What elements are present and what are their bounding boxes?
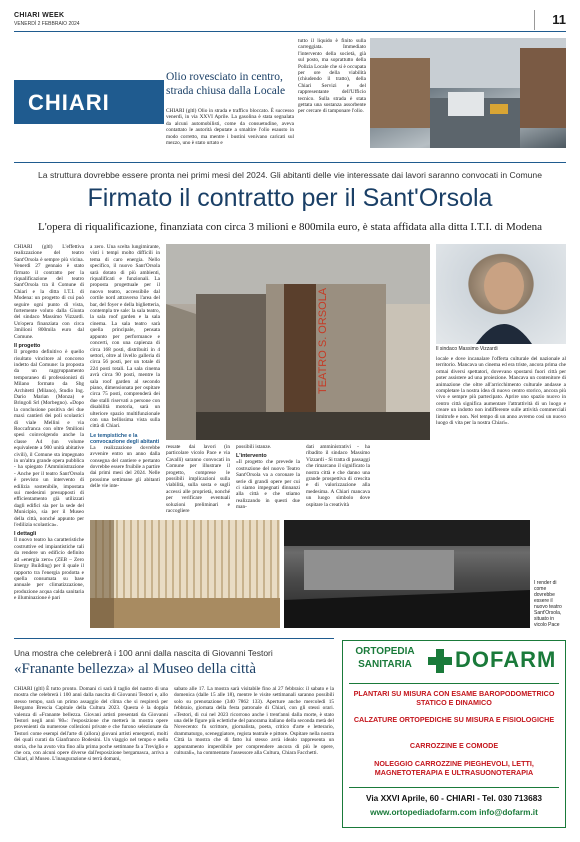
section-tag: CHIARI [14, 80, 164, 124]
street-photo [370, 38, 566, 148]
bottom-col2: sabato alle 17. La mostra sarà visitabile fino al 27 febbraio: il sabato e la domenica (dalle 15 alle 18), mentre le visite settimanali saranno possibili solo su prenotazione (340 7862 133). Aperture anche mercoledì 15 febbraio, giornata della festa patronale di Chiari, con gli stessi orari. «Testori, di cui nel 2023 ricorrono anche i trent'anni dalla morte, è stato una delle figure più eclettiche del panorama italiano della seconda metà del Novecento: fu scrittore, giornalista, poeta, critico d'arte e letterario, drammaturgo, sceneggiatore, regista teatrale e pittore. Ospitare nella nostra Città la mostra che di fatto lui stesso avrà idealo rappresenta un appuntamento imperdibile per comprendere ancora di più le opere, culturali», ha commentato l'assessore alla Cultura, Chiara Facchetti. [174, 686, 334, 757]
top-story-col1: CHIARI (gltl) Olio in strada e traffico bloccato. È successo venerdì, in via XXVI Aprile. La gasolina è stata segnalata da alcuni automobilisti, come da consuetudine, aveva contattato le autorità deputate a smaltire l'olio esausto in modo corretto, ma mentre i bustini venivano caricati sul mezzo, uno è stato urtato e [166, 108, 294, 147]
ad-address: Via XXVI Aprile, 60 - CHIARI - Tel. 030 713683 [365, 793, 542, 803]
paper-name: CHIARI WEEK [14, 12, 65, 19]
bottom-kicker: Una mostra che celebrerà i 100 anni dalla nascita di Giovanni Testori [14, 648, 273, 658]
ad-dofarm [342, 640, 566, 828]
mayor-portrait-graphic [436, 244, 566, 344]
main-title: Firmato il contratto per il Sant'Orsola [87, 184, 493, 212]
main-kicker: La struttura dovrebbe essere pronta nei primi mesi del 2024. Gli abitanti delle vie interessate dai lavori saranno convocati in Comune [38, 170, 542, 180]
top-story-headline: Olio rovesciato in centro, strada chiusa dalla Locale [166, 71, 286, 97]
render-interior-2-graphic [284, 520, 530, 628]
issue-date: VENERDÌ 2 FEBBRAIO 2024 [14, 21, 80, 27]
top-story-col2: tutto il liquido è finito sulla carreggiata. Immediato l'intervento della società, già sul posto, ma soprattutto della Polizia Locale che si è occupata per ore della viabilità (chiudendo il tratto), della Chiari Servizi e del rappresentante dell'Ufficio tecnico. Sulla strada è stata gettata una sostanza assorbente per cercare di tamponare l'olio. [298, 38, 366, 115]
ad-line1: PLANTARI SU MISURA CON ESAME BAROPODOMETRICO STATICO E DINAMICO [353, 689, 555, 707]
render-caption: I render di come dovrebbe essere il nuovo teatro Sant'Orsola, situato in vicolo Pace [534, 580, 562, 628]
divider-top [14, 162, 566, 163]
heading-intervento: L'intervento [236, 453, 267, 460]
ad-line4: NOLEGGIO CARROZZINE PIEGHEVOLI, LETTI, MAGNETOTERAPIA E ULTRASUONOTERAPIA [374, 759, 534, 777]
masthead-rule [534, 10, 535, 30]
street-photo-graphic [370, 38, 566, 148]
ad-line3: CARROZZINE E COMODE [409, 741, 499, 750]
ad-bar-1 [349, 683, 559, 684]
heading-progetto: Il progetto [14, 343, 41, 350]
main-col4-a: possibili istanze. [236, 444, 272, 450]
render-building [166, 244, 430, 440]
ad-ortopedia [347, 645, 423, 671]
mayor-portrait [436, 244, 566, 344]
heading-dettagli: I dettagli [14, 531, 37, 538]
ad-bar-2 [349, 787, 559, 788]
main-col5: dati amministrativi - ha ribadito il sindaco Massimo Vizzardi - Si tratta di passaggi che rimarcano il significato la nostra città e che danno una grande prospettiva di crescita e di valorizzazione alla medesima. A Chiari mancava un luogo simbolo dove ospitare la creatività [306, 444, 370, 508]
ad-web: www.ortopediadofarm.com info@dofarm.it [370, 807, 538, 817]
main-col3: ressate dai lavori (in particolare vicolo Pace e via Cavalli) saranno convocati in Comune per illustrare il progetto, comprese le possibili implicazioni sulla viabilità, sulla sosta e sugli accessi alle proprietà, nonché per verificare eventuali soluzioni preliminari e raccogliere [166, 444, 230, 515]
ad-left-line2: SANITARIA [358, 659, 412, 670]
render-interior-1 [90, 520, 280, 628]
portrait-caption: Il sindaco Massimo Vizzardi [436, 346, 498, 352]
render-interior-1-graphic [90, 520, 280, 628]
main-col4 [236, 444, 300, 511]
render-interior-2 [284, 520, 530, 628]
masthead [14, 10, 566, 32]
ad-left-line1: ORTOPEDIA [355, 646, 415, 657]
heading-tempistiche: Le tempistiche e la convocazione degli abitanti [90, 432, 160, 445]
divider-bottom [14, 638, 334, 639]
main-col1 [14, 244, 84, 602]
main-col1-intro: CHIARI (gltl) L'effettiva realizzazione del teatro Sant'Orsola è sempre più vicina. Venerdì 27 gennaio è stato firmato il contratto per la riqualificazione del teatro Sant'Orsola tra il Comune di Chiari e la ditta I.T.I. di Modena: un progetto di cui può seguire ogni punto di vista, fortemente voluto dalla Giunta del sindaco Massimo Vizzardi. Un'opera finanziata con circa 3milioni 800mila euro dal Comune. [14, 244, 84, 340]
pharmacy-cross-icon [427, 647, 453, 675]
main-col2-tempistiche: La realizzazione dovrebbe avvenire entro un anno dalla consegna del cantiere e pertanto dovrebbe essere fruibile a partire dai primi mesi del 2024. Nelle prossime settimane gli abitanti delle vie inte- [90, 444, 160, 490]
main-col2 [90, 244, 160, 490]
bottom-title: «Franante bellezza» al Museo della città [14, 661, 256, 677]
ad-line2: CALZATURE ORTOPEDICHE SU MISURA E FISIOLOGICHE [353, 715, 555, 724]
masthead-line [14, 31, 566, 32]
page-number: 11 [552, 12, 566, 27]
bottom-col1: CHIARI (gltl) È tutto pronto. Domani ci sarà il taglio del nastro di una mostra che celebrerà i 100 anni dalla nascita di Giovanni Testori e, allo stesso tempo, sarà un primo assaggio del clima che si respirerà per Bergamo Brescia Capitale della Cultura 2023. Questa è la doppia valenza di «Franante bellezza. Giovani artisti presentati da Giovanni Testori negli anni '80»: l'esposizione che metterà in mostra opere provenienti da numerose collezioni private e che furono selezionate da Testori come esempi dell'arte di (allora) giovani artisti emergenti, molti dei quali curati da Gianfranco Bodesini. Un viaggio nel tempo e nella storia, che ha avuto vita fino alla prima poche settimane fa a Treviglio e che ora, con alcuni opere diverse dall'esposizione bergamasca, arriva a Chiari, al Museo. L'inaugurazione si terrà domani, [14, 686, 168, 763]
main-col4-b: «Il progetto che prevede la costruzione del nuovo Teatro Sant'Orsola va a coronare la serie di grandi opere per cui ci siamo impegnati dinnanzi alla città e che stiamo realizzando in questi due man- [236, 459, 300, 511]
main-col6: locale e dove incanalare l'offerta culturale del nazionale al territorio. Mancava un cinema ed era triste, ancora prima che ormai diversi spettatori, dovevano spostarsi fuori città per poter assistere ad una proiezione. Mancava un contenitore di animazione che oltre all'arricchimento culturale andasse a completare la nostra idea di nuovo centro storico, ancora più vivo e sempre più partecipato. Aprire uno spazio nuovo in centro città significa aumentare l'attrattività di un luogo e creare un indotto non indifferente sulle attività commerciali limitrofe e non. Nel tempo di un anno avremo così un nuovo luogo di vita per la nostra Chiari». [436, 356, 566, 427]
render-building-graphic [166, 244, 430, 440]
ad-brand: DOFARM [455, 647, 557, 672]
main-col1-progetto: Il progetto definitivo è quello risultato vincitore al concorso indetto dal Comune: la proposta da un raggruppamento temporaneo di professionisti di Milano formato da Sbg Architetti (Milano), Studio Ing. Dario Marian (Monza) e Bringoli Srl (Morbegno). «Dopo la conclusione positiva dei due maxi cantieri dei poli scolastici di viale Mellini e via Roccafranca con oltre 9milioni spesi coinvolgendo anche la classe A4 (un volume equivalente a 900 unità abitative civili), il Comune sta impegnato in un'altra grande opera pubblica - ha spiegato l'Amministrazione - Anche per il teatro Sant'Orsola è previsto un intervento di edilizia sostenibile, impostata sui medesimi presupposti di efficientamento già utilizzati dagli edifici sia per la sede del Municipio, sia per il Museo della città, nonché appunto per l'edilizia scolastica». [14, 349, 84, 529]
main-col2-text: a zero. Una scelta lungimirante, visti i tempi molto difficili in tema di caro energia. Nello specifico, il nuovo Sant'Orsola sarà dotato di più ambienti, riqualificati e funzionali. La proposta progettuale per il nuovo teatro, accessibile dal cortile nord attraverso l'area del bar, del foyer e della biglietteria, contempla tre sale: la sala teatro, la sala roof garden e la sala cinema. La sala teatro sarà quella principale, pensata appunto per performance e concerti, con una capienza di circa 168 posti, distribuiti in 4 settori, oltre al livello galleria di circa 56 posti, per un totale di 224 posti totali. La sala cinema avrà circa 90 posti, mentre la sala roof garden al secondo piano, dimensionata per ospitare circa 75 posti, comprenderà dei due stalli riservati a persone con disabilità motoria, sarà un ulteriore spazio multifunzionale con una bellissima vista sulla città di Chiari. [90, 244, 160, 430]
main-col1-dettagli: Il nuovo teatro ha caratteristiche costruttive ed impiantistiche tali da rendere un edificio definito ad «energia zero» (ZEB – Zero Energy Building) per il quale il rapporto tra l'energia prodotta e quella consumata su base annuale per climatizzazione, produzione acqua calda sanitaria e illuminazione è pari [14, 537, 84, 602]
ad-header [343, 641, 565, 681]
building-sign: TEATRO S. ORSOLA [317, 287, 329, 394]
main-subtitle: L'opera di riqualificazione, finanziata con circa 3 milioni e 800mila euro, è stata affidata alla ditta I.T.I. di Modena [37, 221, 542, 233]
